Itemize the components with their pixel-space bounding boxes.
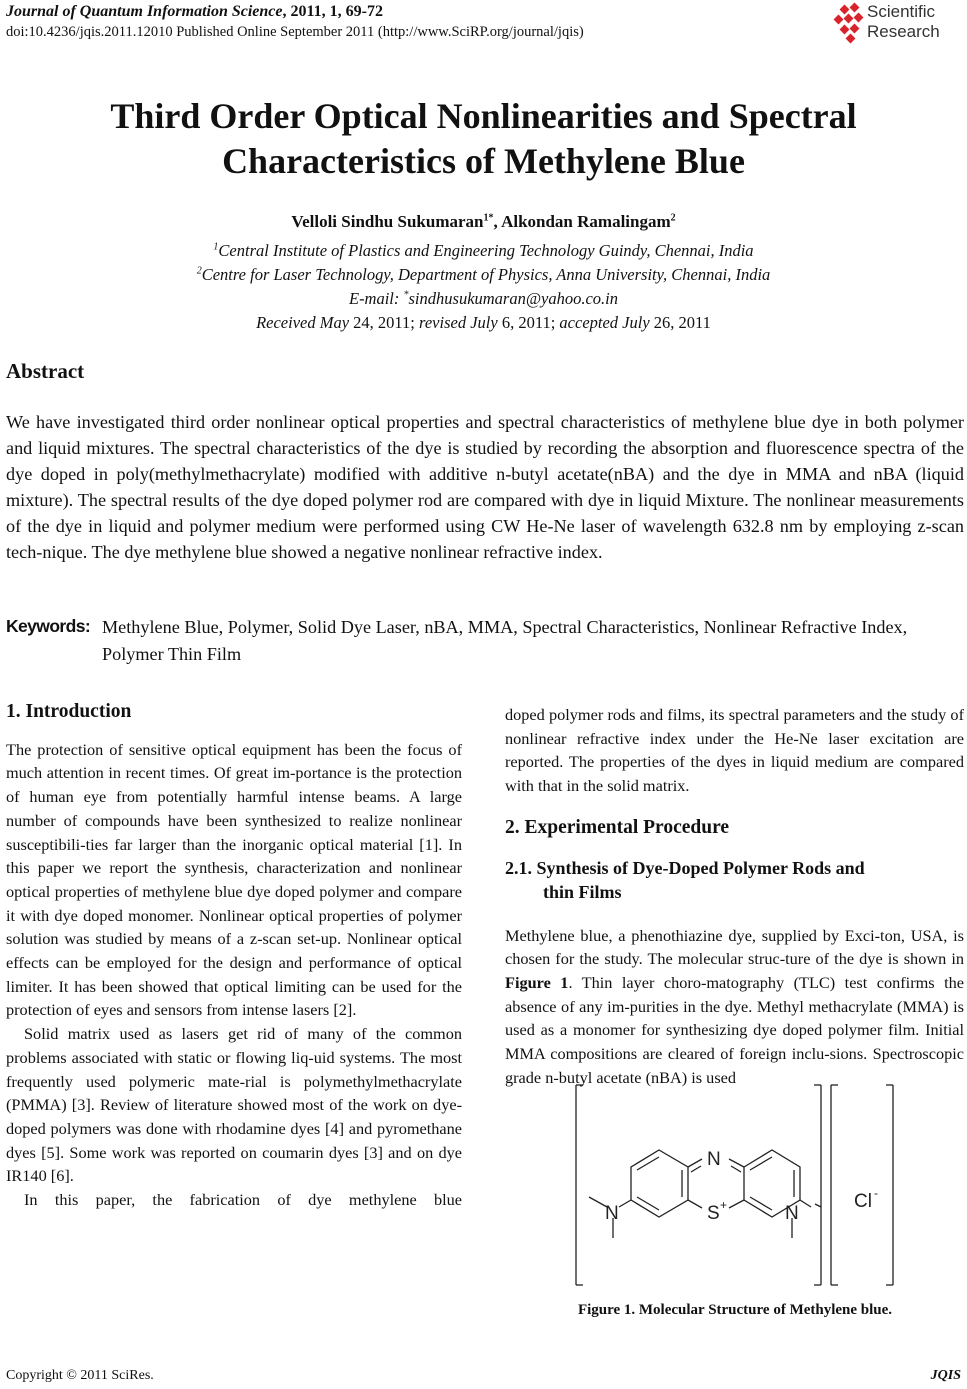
- affiliation-1: [0, 241, 967, 261]
- atom-n-top: N: [707, 1149, 721, 1170]
- author-2-sup: 2: [670, 212, 676, 224]
- journal-citation: [6, 3, 383, 21]
- accepted-date: 26, 2011: [649, 313, 711, 332]
- revised-label: revised July: [419, 313, 498, 332]
- author-1-sup: 1*: [483, 212, 494, 224]
- author-list: [0, 212, 967, 232]
- intro-paragraph-1: The protection of sensitive optical equipment has been the focus of much attention in recent times. Of great im-portance is the protection of human eye from potentially harmful intense beams. A large number of compounds have been synthesized to realize nonlinear susceptibili-ties far larger than the inorganic optical material [1]. In this paper we report the synthesis, characterization and nonlinear optical properties of methylene blue dye doped polymer and compare it with dye doped monomer. Nonlinear optical properties of polymer solution was studied by means of a z-scan set-up. Nonlinear optical effects can be employed for the design and performance of optical limiter. It has been showed that optical limiting can be used for the protection of eyes and sensors from intense lasers [2].: [6, 739, 462, 1020]
- logo-text-1: Scientific: [867, 2, 936, 21]
- email-sup: *: [403, 289, 409, 301]
- counter-ion: Cl: [854, 1191, 872, 1212]
- intro-paragraph-3-cont: doped polymer rods and films, its spectral parameters and the study of nonlinear refractive index under the He-Ne laser excitation are reported. The properties of the dyes in liquid medium are compared with that in the solid matrix.: [505, 705, 964, 796]
- subsection-heading-line-1: 2.1. Synthesis of Dye-Doped Polymer Rods and: [505, 857, 865, 878]
- figure-1-caption: Figure 1. Molecular Structure of Methylene blue.: [577, 1302, 893, 1318]
- intro-paragraph-3-start: In this paper, the fabrication of dye methylene blue: [24, 1190, 462, 1210]
- subsection-2-1-heading: [505, 856, 964, 904]
- atom-n-right: N: [785, 1203, 799, 1224]
- intro-paragraph-2: Solid matrix used as lasers get rid of many of the common problems associated with static or flowing liq-uid systems. The most frequently used polymeric mate-rial is polymethylmethacrylate (PMMA) [3]. Review of literature showed most of the work on dye-doped polymers was done with rhodamine dyes [4] and pyromethane dyes [5]. Some work was reported on coumarin dyes [3] and on dye IR140 [6].: [6, 1024, 462, 1186]
- author-2: Alkondan Ramalingam: [501, 212, 671, 231]
- author-1: Velloli Sindhu Sukumaran: [291, 212, 484, 231]
- atom-s: S: [707, 1203, 720, 1224]
- synthesis-paragraph: [505, 924, 964, 1090]
- left-column: [6, 700, 462, 1212]
- aff1-sup: 1: [213, 241, 219, 253]
- right-column: [505, 703, 964, 1089]
- accepted-label: accepted July: [559, 313, 650, 332]
- section-2-heading: 2. Experimental Procedure: [505, 816, 730, 838]
- aff1-text: Central Institute of Plastics and Engineering Technology Guindy, Chennai, India: [218, 241, 754, 260]
- email-line: [0, 289, 967, 309]
- subsection-heading-line-2: thin Films: [543, 881, 622, 902]
- journal-abbreviation: JQIS: [930, 1368, 961, 1383]
- aff2-sup: 2: [196, 265, 202, 277]
- synthesis-text-b: . Thin layer choro-matography (TLC) test confirms the absence of any im-purities in the dye. Methyl methacrylate (MMA) is used as a monomer for synthesizing dye doped polymer film. Initial MMA compositions are cleared of foreign inclu-sions. Spectroscopic grade n-butyl acetate (nBA) is used: [505, 972, 964, 1087]
- counter-ion-charge: -: [874, 1186, 878, 1200]
- atom-s-charge: +: [720, 1198, 728, 1212]
- doi-line: doi:10.4236/jqis.2011.12010 Published Online September 2011 (http://www.SciRP.org/journal/jqis): [6, 24, 584, 40]
- title-line-2: Characteristics of Methylene Blue: [222, 141, 745, 181]
- paper-title: [0, 94, 967, 184]
- journal-volume-pages: , 2011, 1, 69-72: [282, 3, 383, 20]
- keywords-text: Methylene Blue, Polymer, Solid Dye Laser, nBA, MMA, Spectral Characteristics, Nonlinear Refractive Index, Polymer Thin Film: [102, 617, 908, 664]
- keywords-label: Keywords:: [6, 616, 91, 636]
- section-1-heading: 1. Introduction: [6, 701, 132, 722]
- email-link[interactable]: sindhusukumaran@yahoo.co.in: [408, 289, 619, 308]
- dates-line: [0, 313, 967, 333]
- logo-text-2: Research: [867, 22, 940, 41]
- publisher-logo: [831, 2, 961, 44]
- received-label: Received May: [256, 313, 350, 332]
- synthesis-text-a: Methylene blue, a phenothiazine dye, supplied by Exci-ton, USA, is chosen for the study. The molecular struc-ture of the dye is shown in: [505, 925, 964, 969]
- methylene-blue-structure-figure: [573, 1073, 898, 1295]
- copyright: Copyright © 2011 SciRes.: [6, 1368, 154, 1383]
- figure-1-ref[interactable]: Figure 1: [505, 972, 569, 992]
- abstract-heading: Abstract: [6, 359, 85, 383]
- affiliation-2: [0, 265, 967, 285]
- revised-date: 6, 2011;: [497, 313, 560, 332]
- received-date: 24, 2011;: [349, 313, 420, 332]
- title-line-1: Third Order Optical Nonlinearities and Spectral: [110, 96, 857, 136]
- author-separator: ,: [493, 212, 502, 231]
- email-label: E-mail:: [348, 289, 404, 308]
- abstract-text: We have investigated third order nonlinear optical properties and spectral characteristics of methylene blue dye in both polymer and liquid mixtures. The spectral characteristics of the dye is studied by recording the absorption and fluorescence spectra of the dye doped in poly(methylmethacrylate) modified with additive n-butyl acetate(nBA) and the dye in MMA and nBA (liquid mixture). The spectral results of the dye doped polymer rod are compared with dye in liquid Mixture. The nonlinear measurements of the dye in liquid and polymer medium were performed using CW He-Ne laser of wavelength 632.8 nm by employing z-scan tech-nique. The dye methylene blue showed a negative nonlinear refractive index.: [6, 412, 964, 562]
- journal-name: Journal of Quantum Information Science: [6, 3, 283, 20]
- atom-n-left: N: [605, 1203, 619, 1224]
- aff2-text: Centre for Laser Technology, Department of Physics, Anna University, Chennai, India: [201, 265, 771, 284]
